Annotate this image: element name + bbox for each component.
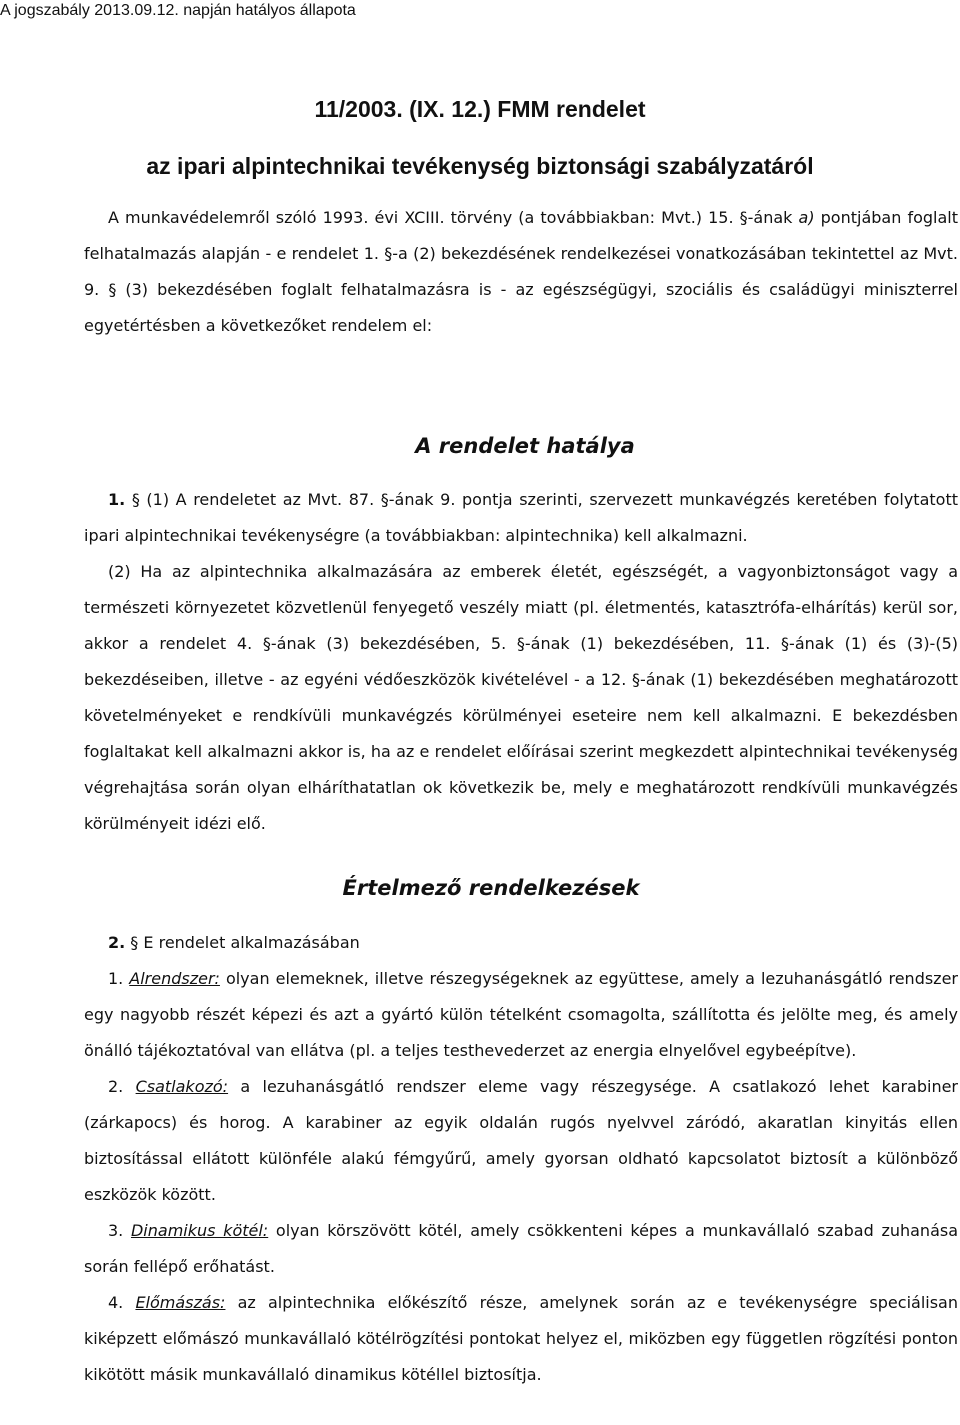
section-1-text-2: (2) Ha az alpintechnika alkalmazására az emberek életét, egészségét, a vagyonbiztonságot vagy a természeti környezetet közvetlenül fenyegető veszély miatt (pl. életmentés, katasztrófa-elhárítás) kerül sor, akkor a rendelet 4. §-ának (3) bekezdésében, 5. §-ának (1) bekezdésében, 11. §-ának (1) és (3)-(5) bekezdéseiben, illetve - az egyéni védőeszközök kivételével - a 12. §-ának (1) bekezdésében meghatározott követelményeket e rendkívüli munkavégzés körülményei eseteire nem kell alkalmazni. E bekezdésben foglaltakat kell alkalmazni akkor is, ha az e rendelet előírásai szerint megkezdett alpintechnikai tevékenység végrehajtása során olyan elháríthatatlan ok következik be, mely e meghatározott rendkívüli munkavégzés körülményeit idézi elő. [84,562,958,833]
definition-item [84,1213,958,1285]
definition-number: 4. [108,1293,136,1312]
definition-term: Alrendszer: [129,969,220,988]
section-1-paragraph-2 [84,554,958,842]
section-2-intro-text: § E rendelet alkalmazásában [125,933,360,952]
preamble-italic: a) [798,208,815,227]
definition-number: 2. [108,1077,136,1096]
definition-term: Dinamikus kötél: [130,1221,269,1240]
status-header: A jogszabály 2013.09.12. napján hatályos állapota [0,2,356,19]
definition-number: 1. [108,969,130,988]
section-2-number: 2. [108,933,126,952]
section-2 [84,925,958,1393]
definition-number: 3. [108,1221,131,1240]
definition-text: olyan körszövött kötél, amely csökkenteni képes a munkavállaló szabad zuhanása során fellépő erőhatást. [84,1221,959,1276]
definition-text: az alpintechnika előkészítő része, amelynek során az e tevékenységre speciálisan kiképzett előmászó munkavállaló kötélrögzítési pontokat helyez el, miközben egy független rögzítési ponton kikötött másik munkavállaló dinamikus kötéllel biztosítja. [84,1293,958,1384]
section-1-number: 1. [108,490,126,509]
definition-text: a lezuhanásgátló rendszer eleme vagy részegysége. A csatlakozó lehet karabiner (zárkapocs) és horog. A karabiner az egyik oldalán rugós nyelvvel záródó, akaratlan kinyitás ellen biztosítással ellátott különféle alakú fémgyűrű, amely gyorsan oldható kapcsolatot biztosít a különböző eszközök között. [84,1077,959,1204]
section-2-intro [84,925,958,961]
section-1-text-1: § (1) A rendeletet az Mvt. 87. §-ának 9. pontja szerinti, szervezett munkavégzés keretében folytatott ipari alpintechnikai tevékenységre (a továbbiakban: alpintechnika) kell alkalmazni. [84,490,958,545]
definition-text: olyan elemeknek, illetve részegységeknek az együttese, amely a lezuhanásgátló rendszer egy nagyobb részét képezi és azt a gyártó külön tételként csomagolta, szállította és jelölte meg, és amely önálló tájékoztatóval van ellátva (pl. a teljes testhevederzet az energia elnyelővel egybeépítve). [84,969,959,1060]
section-1-paragraph-1 [84,482,958,554]
definition-item [84,961,958,1069]
document-title: 11/2003. (IX. 12.) FMM rendelet [314,96,646,122]
definition-term: Csatlakozó: [135,1077,229,1096]
preamble-text-a: A munkavédelemről szóló 1993. évi XCIII. törvény (a továbbiakban: Mvt.) 15. §-ának [108,208,799,227]
definition-item [84,1285,958,1393]
section-heading-ertelmezo: Értelmező rendelkezések [342,876,640,900]
preamble-paragraph [84,200,958,344]
document-subtitle: az ipari alpintechnikai tevékenység biztonsági szabályzatáról [146,153,814,179]
definition-term: Előmászás: [135,1293,226,1312]
section-heading-hatalya: A rendelet hatálya [415,434,635,458]
preamble [84,200,958,344]
definition-item [84,1069,958,1213]
section-1 [84,482,958,842]
preamble-text-b: pontjában foglalt felhatalmazás alapján - e rendelet 1. §-a (2) bekezdésének rendelkezései vonatkozásában tekintettel az Mvt. 9. § (3) bekezdésében foglalt felhatalmazásra is - az egészségügyi, szociális és családügyi miniszterrel egyetértésben a következőket rendelem el: [84,208,958,335]
